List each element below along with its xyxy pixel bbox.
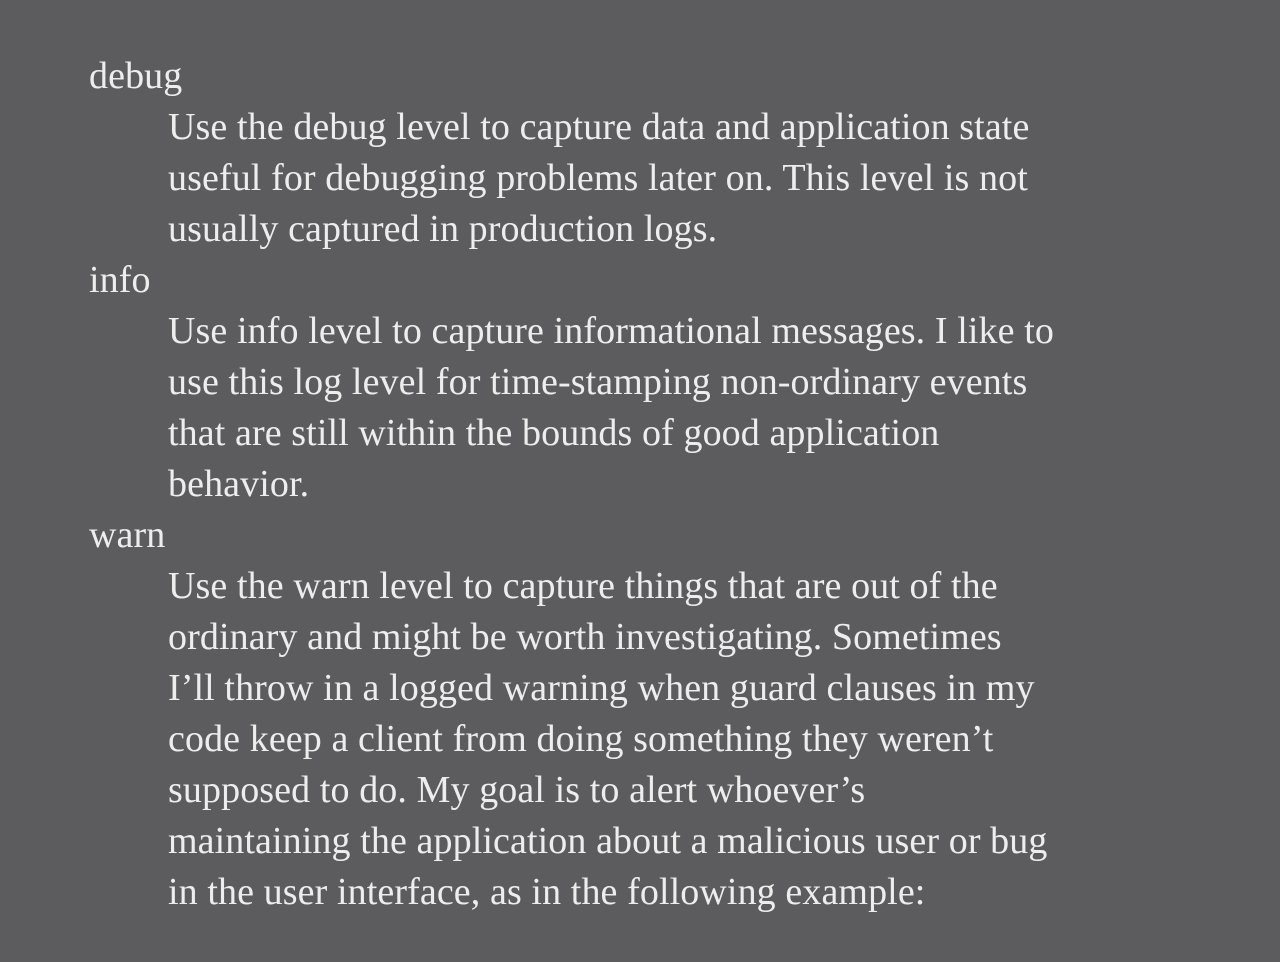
definition-line: in the user interface, as in the following example: xyxy=(168,871,926,913)
definition-line: I’ll throw in a logged warning when guard clauses in my xyxy=(168,667,1035,709)
definition-line: that are still within the bounds of good application xyxy=(168,412,940,454)
definition-info xyxy=(168,306,1209,510)
definition-line: ordinary and might be worth investigating. Sometimes xyxy=(168,616,1002,658)
definition-line: Use the warn level to capture things that are out of the xyxy=(168,565,998,607)
definition-line: use this log level for time-stamping non-ordinary events xyxy=(168,361,1028,403)
term-warn: warn xyxy=(89,514,166,556)
definition-line: behavior. xyxy=(168,463,310,505)
definition-line: Use the debug level to capture data and application state xyxy=(168,106,1030,148)
definition-line: maintaining the application about a malicious user or bug xyxy=(168,820,1048,862)
definition-line: code keep a client from doing something they weren’t xyxy=(168,718,994,760)
term-debug: debug xyxy=(89,55,183,97)
clipped-text-fragment xyxy=(548,0,608,6)
definition-line: usually captured in production logs. xyxy=(168,208,718,250)
definition-line: supposed to do. My goal is to alert whoever’s xyxy=(168,769,866,811)
definition-line: useful for debugging problems later on. This level is not xyxy=(168,157,1028,199)
definition-line: Use info level to capture informational messages. I like to xyxy=(168,310,1054,352)
term-info: info xyxy=(89,259,151,301)
definition-warn xyxy=(168,561,1209,918)
log-level-definition-list xyxy=(89,51,1209,918)
definition-debug xyxy=(168,102,1209,255)
